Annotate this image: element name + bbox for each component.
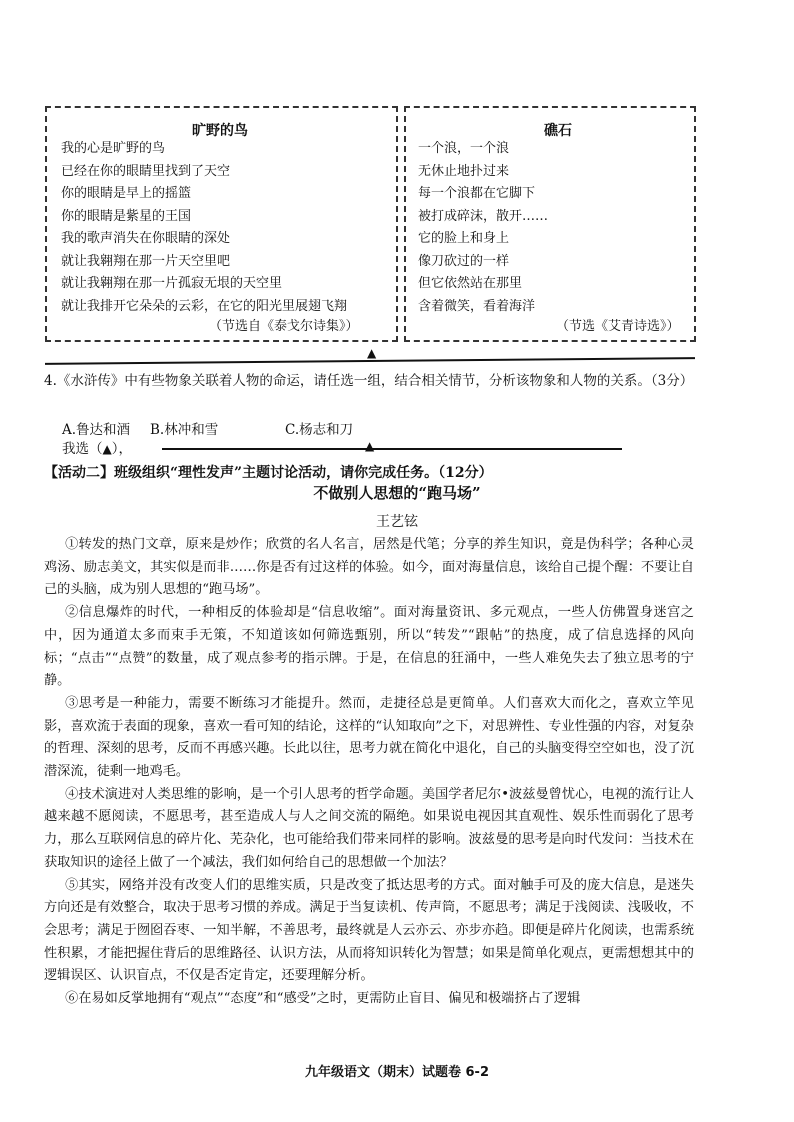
poem-line: 你的眼睛是紫星的王国 [61, 208, 192, 224]
poem-line: 它的脸上和身上 [418, 231, 510, 246]
article-title: 不做别人思想的“跑马场” [313, 484, 481, 502]
page-footer: 九年级语文（期末）试题卷 6-2 [304, 1065, 489, 1080]
poem-source: （节选自《泰戈尔诗集》） [209, 319, 359, 334]
option-c[interactable]: C.杨志和刀 [285, 422, 354, 438]
poem-lines [61, 138, 347, 318]
poem-line: 像刀砍过的一样 [418, 253, 510, 269]
poem-line: 但它依然站在那里 [418, 276, 523, 291]
article-paragraph: ②信息爆炸的时代，一种相反的体验却是“信息收缩”。面对海量资讯、多元观点，一些人仿佛置身迷宫之中，因为通道太多而束手无策，不知道该如何筛选甄别，所以“转发”“跟帖”的热度，成了信息选择的风向标；“点击”“点赞”的数量，成了观点参考的指示牌。于是，在信息的狂涌中，一些人难免失去了独立思考的宁静。 [44, 605, 694, 689]
blank-marker-icon[interactable]: ▲ [102, 442, 112, 456]
article-body [44, 534, 694, 1011]
poem-source: （节选《艾青诗选》） [556, 319, 680, 334]
poem-line: 无休止地扑过来 [418, 163, 510, 179]
poem-line: 我的歌声消失在你眼睛的深处 [61, 231, 231, 246]
poem-line: 就让我翱翔在那一片天空里吧 [61, 253, 231, 269]
question-4-text: 4.《水浒传》中有些物象关联着人物的命运，请任选一组，结合相关情节，分析该物象和人物的关系。（3分） [44, 373, 694, 389]
poem-line: 你的眼睛是早上的摇篮 [61, 186, 192, 201]
poem-line: 就让我翱翔在那一片孤寂无垠的天空里 [61, 276, 283, 291]
article-paragraph: ①转发的热门文章，原来是炒作；欣赏的名人名言，居然是代笔；分享的养生知识，竟是伪科学；各种心灵鸡汤、励志美文，其实似是而非……你是否有过这样的体验。如今，面对海量信息，该给自己提个醒：不要让自己的头脑，成为别人思想的“跑马场”。 [44, 537, 694, 598]
poem-line: 被打成碎沫，散开…… [418, 208, 549, 224]
poem-line: 已经在你的眼睛里找到了天空 [61, 163, 231, 179]
option-b[interactable]: B.林冲和雪 [150, 422, 219, 438]
activity-2-heading: 【活动二】班级组织“理性发声”主题讨论活动，请你完成任务。（12分） [44, 465, 493, 481]
poem-line: 一个浪，一个浪 [418, 141, 510, 156]
blank-marker-icon: ▲ [367, 346, 377, 360]
question-4-options [62, 418, 462, 438]
poem-line: 含着微笑，看着海洋 [418, 298, 536, 314]
poem-title: 礁石 [544, 123, 572, 139]
poem-line: 我的心是旷野的鸟 [61, 141, 166, 156]
article-paragraph: ③思考是一种能力，需要不断练习才能提升。然而，走捷径总是更简单。人们喜欢大而化之，喜欢立竿见影，喜欢流于表面的现象，喜欢一看可知的结论，这样的“认知取向”之下，对思辨性、专业性强的内容，对复杂的哲理、深刻的思考，反而不再感兴趣。长此以往，思考力就在简化中退化，自己的头脑变得空空如也，没了沉潜深流，徒剩一地鸡毛。 [44, 695, 694, 780]
article-paragraph: ⑥在易如反掌地拥有“观点”“态度”和“感受”之时，更需防止盲目、偏见和极端挤占了逻辑 [65, 991, 581, 1007]
poem-box-tagore [45, 106, 398, 342]
article-paragraph: ⑤其实，网络并没有改变人们的思维实质，只是改变了抵达思考的方式。面对触手可及的庞大信息，是迷失方向还是有效整合，取决于思考习惯的养成。满足于当复读机、传声筒，不愿思考；满足于浅阅读、浅吸收，不会思考；满足于囫囵吞枣、一知半解，不善思考，最终就是人云亦云、亦步亦趋。即便是碎片化阅读，也需系统性积累，才能把握住背后的思维路径、认识方法，从而将知识转化为智慧；如果是简单化观点，更需想想其中的逻辑误区、认识盲点，不仅是否定肯定，还要理解分析。 [44, 877, 694, 984]
poem-title: 旷野的鸟 [192, 123, 248, 139]
option-a[interactable]: A.鲁达和酒 [62, 422, 131, 438]
poem-box-aiqing [404, 106, 696, 342]
poem-line: 每一个浪都在它脚下 [418, 186, 536, 201]
poem-line: 就让我排开它朵朵的云彩，在它的阳光里展翅飞翔 [61, 298, 348, 314]
blank-marker-icon: ▲ [365, 439, 375, 453]
answer-line[interactable] [162, 448, 622, 450]
article-author: 王艺铉 [376, 514, 418, 530]
poem-lines [418, 138, 548, 318]
choice-prompt: 我选（▲）， [62, 441, 132, 457]
article-paragraph: ④技术演进对人类思维的影响，是一个引人思考的哲学命题。美国学者尼尔•波兹曼曾忧心，电视的流行让人越来越不愿阅读，不愿思考，甚至造成人与人之间交流的隔绝。如果说电视因其直观性、娱乐性而弱化了思考力，那么互联网信息的碎片化、芜杂化，也可能给我们带来同样的影响。波兹曼的思考是向时代发问：当技术在获取知识的途径上做了一个减法，我们如何给自己的思想做一个加法？ [44, 786, 694, 870]
